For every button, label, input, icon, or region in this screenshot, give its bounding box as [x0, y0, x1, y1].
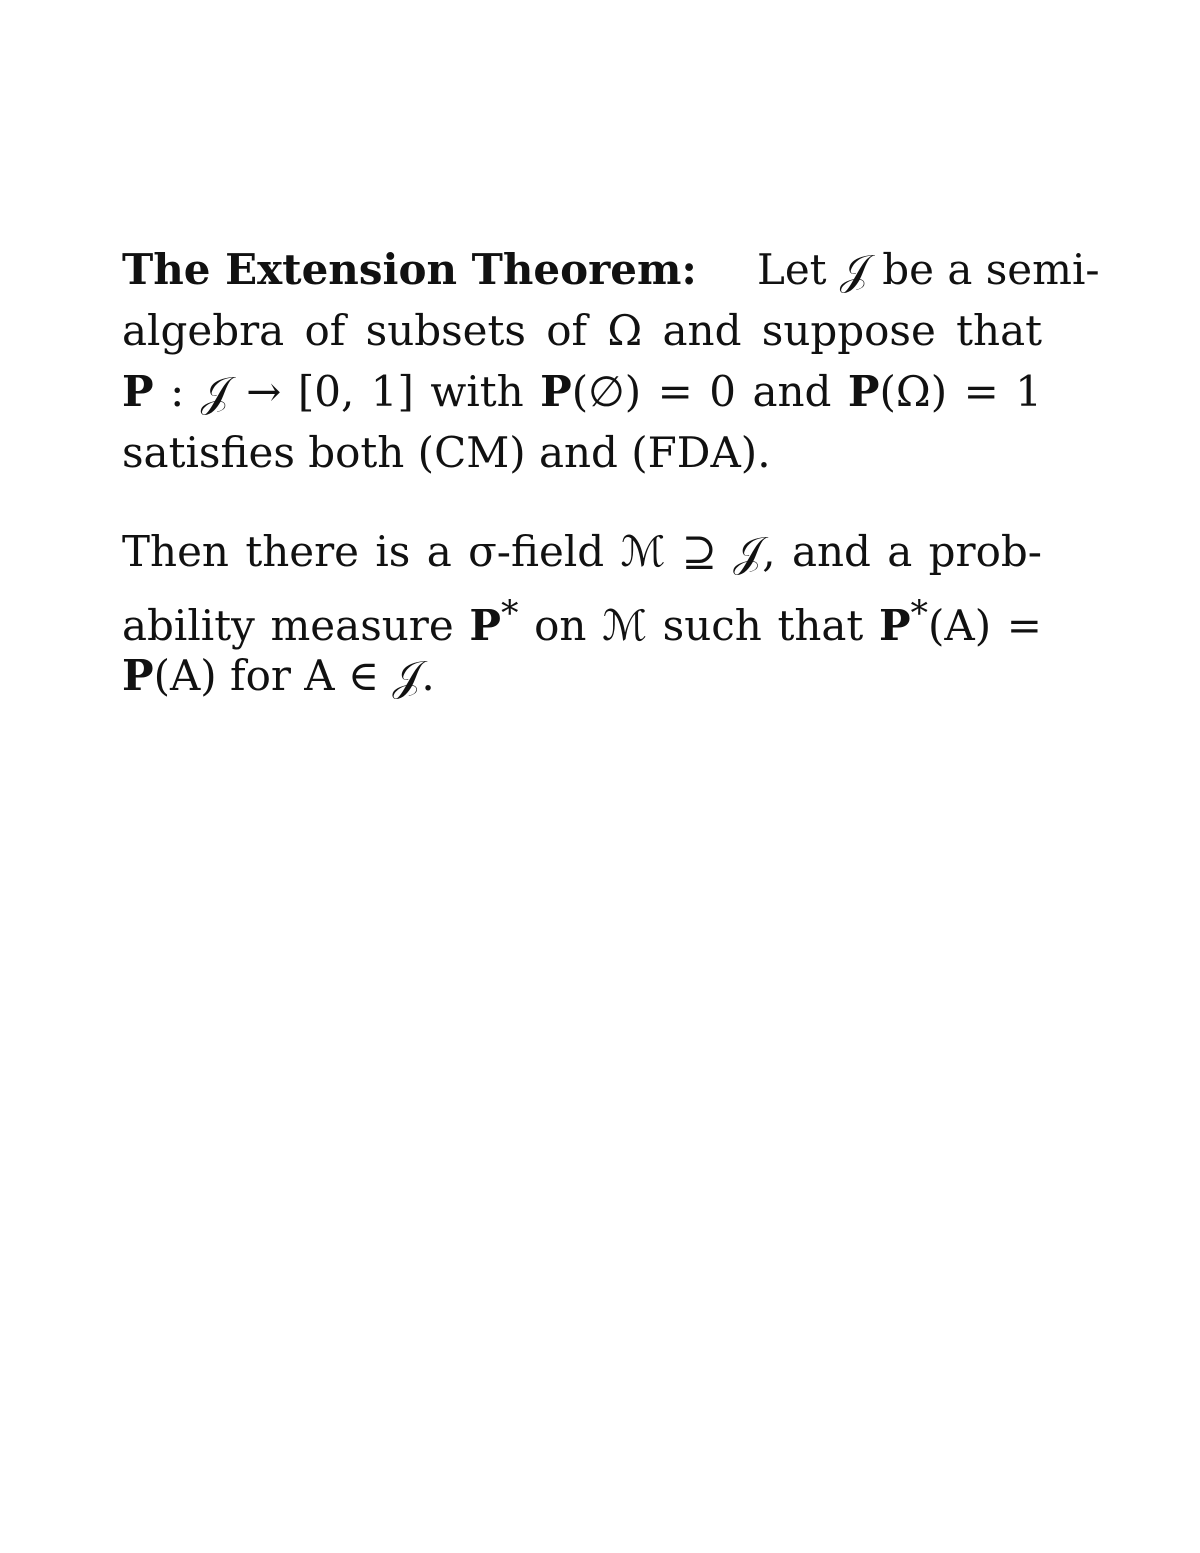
theorem-line-3: P : 𝒥 → [0, 1] with P(∅) = 0 and P(Ω) = 1 [122, 367, 1042, 416]
conclusion-line-2: ability measure P* on ℳ such that P*(A) = [122, 594, 1042, 650]
theorem-line-4: satisfies both (CM) and (FDA). [122, 428, 771, 477]
theorem-line-2: algebra of subsets of Ω and suppose that [122, 306, 1042, 355]
conclusion-line-1: Then there is a σ-field ℳ ⊇ 𝒥, and a prob- [122, 527, 1042, 576]
conclusion-line-3: P(A) for A ∈ 𝒥. [122, 651, 435, 700]
theorem-heading: The Extension Theorem: [122, 245, 697, 294]
theorem-line-1-text: Let 𝒥 be a semi- [756, 245, 1100, 294]
theorem-line-1 [122, 240, 1100, 300]
